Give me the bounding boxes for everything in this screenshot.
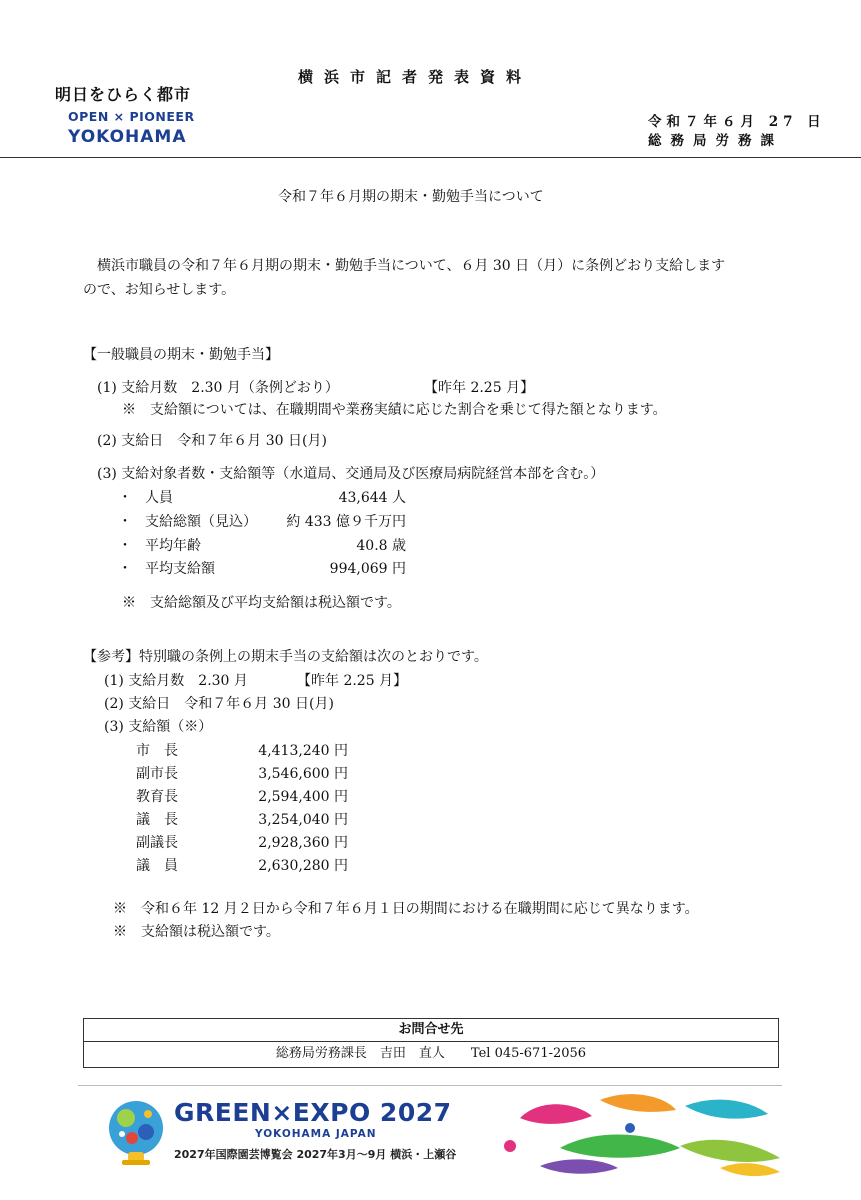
intro-line-1: 横浜市職員の令和７年６月期の期末・勤勉手当について、６月 30 日（月）に条例どおり支給します xyxy=(97,258,726,274)
official-amount: 4,413,240 円 xyxy=(258,743,348,759)
reference-item1-prev: 【昨年 2.25 月】 xyxy=(297,673,408,689)
general-item3: (3) 支給対象者数・支給額等（水道局、交通局及び医療局病院経営本部を含む。） xyxy=(97,466,605,482)
bullet-dot: ・ xyxy=(118,538,132,554)
release-date: 令和７年６月 27 日 xyxy=(648,114,826,130)
expo-mascot-icon xyxy=(102,1094,172,1170)
official-amount: 2,630,280 円 xyxy=(258,858,348,874)
contact-heading: お問合せ先 xyxy=(84,1019,778,1042)
header-divider xyxy=(0,157,861,158)
official-title: 副議長 xyxy=(136,835,178,851)
reference-note-2: ※ 支給額は税込額です。 xyxy=(113,924,280,940)
official-title: 市 長 xyxy=(136,743,178,759)
bullet-label: 平均年齢 xyxy=(145,538,201,554)
expo-decoration-graphic xyxy=(500,1088,790,1180)
bullet-label: 人員 xyxy=(145,490,173,506)
general-tax-note: ※ 支給総額及び平均支給額は税込額です。 xyxy=(122,595,401,611)
bullet-label: 支給総額（見込） xyxy=(145,514,257,530)
bullet-value: 43,644 人 xyxy=(338,490,406,506)
document-title: 令和７年６月期の期末・勤勉手当について xyxy=(278,189,544,205)
official-title: 議 長 xyxy=(136,812,178,828)
expo-info: 2027年国際園芸博覧会 2027年3月～9月 横浜・上瀬谷 xyxy=(174,1148,457,1161)
expo-name: GREEN×EXPO 2027 xyxy=(174,1098,452,1127)
official-amount: 2,928,360 円 xyxy=(258,835,348,851)
bullet-value: 40.8 歳 xyxy=(356,538,406,554)
reference-item2: (2) 支給日 令和７年６月 30 日(月) xyxy=(104,696,334,712)
bullet-label: 平均支給額 xyxy=(145,561,215,577)
bullet-dot: ・ xyxy=(118,514,132,530)
general-item1: (1) 支給月数 2.30 月（条例どおり） xyxy=(97,380,339,396)
bullet-value: 約 433 億９千万円 xyxy=(286,514,406,530)
logo-yokohama: YOKOHAMA xyxy=(68,127,187,147)
intro-line-2: ので、お知らせします。 xyxy=(83,282,236,298)
bullet-value: 994,069 円 xyxy=(329,561,406,577)
press-release-title: 横浜市記者発表資料 xyxy=(298,68,533,86)
reference-item1: (1) 支給月数 2.30 月 xyxy=(104,673,248,689)
logo-open-pioneer: OPEN × PIONEER xyxy=(68,109,195,124)
reference-item3: (3) 支給額（※） xyxy=(104,719,213,735)
footer-divider xyxy=(78,1085,782,1086)
official-amount: 2,594,400 円 xyxy=(258,789,348,805)
general-item1-prev: 【昨年 2.25 月】 xyxy=(424,380,535,396)
general-heading: 【一般職員の期末・勤勉手当】 xyxy=(83,347,279,363)
official-amount: 3,254,040 円 xyxy=(258,812,348,828)
official-title: 副市長 xyxy=(136,766,178,782)
official-title: 教育長 xyxy=(136,789,178,805)
contact-details: 総務局労務課長 吉田 直人 Tel 045-671-2056 xyxy=(275,1046,587,1061)
reference-heading: 【参考】特別職の条例上の期末手当の支給額は次のとおりです。 xyxy=(83,649,488,665)
contact-box xyxy=(83,1018,779,1068)
department-name: 総務局労務課 xyxy=(648,133,783,149)
official-amount: 3,546,600 円 xyxy=(258,766,348,782)
bullet-dot: ・ xyxy=(118,561,132,577)
general-item1-note: ※ 支給額については、在職期間や業務実績に応じた割合を乗じて得た額となります。 xyxy=(122,402,667,418)
general-item2: (2) 支給日 令和７年６月 30 日(月) xyxy=(97,433,327,449)
official-title: 議 員 xyxy=(136,858,178,874)
bullet-dot: ・ xyxy=(118,490,132,506)
city-tagline: 明日をひらく都市 xyxy=(55,85,192,104)
reference-note-1: ※ 令和６年 12 月２日から令和７年６月１日の期間における在職期間に応じて異なります。 xyxy=(113,901,699,917)
expo-subtitle: YOKOHAMA JAPAN xyxy=(255,1128,377,1140)
